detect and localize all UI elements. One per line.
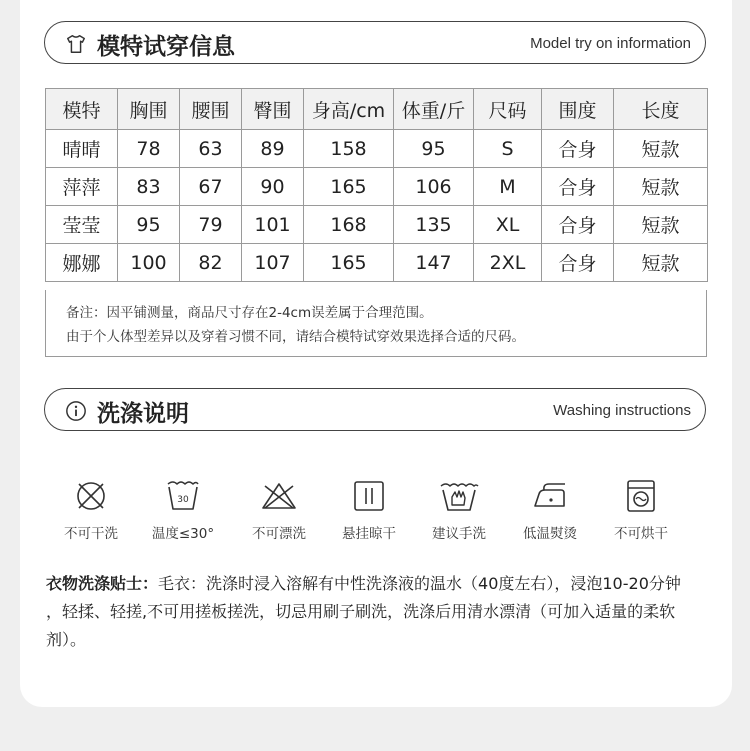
table-cell: 158 [304, 130, 394, 168]
no-bleach-icon [260, 478, 298, 514]
table-cell: 短款 [614, 130, 708, 168]
table-cell: 165 [304, 244, 394, 282]
model-info-header [44, 21, 706, 64]
header-cell: 长度 [614, 89, 708, 130]
info-icon [65, 400, 87, 422]
table-cell: 107 [242, 244, 304, 282]
table-cell: 95 [118, 206, 180, 244]
table-header-row [46, 89, 708, 130]
care-item-low-iron [505, 478, 595, 542]
care-label: 温度≤30° [151, 526, 215, 542]
header-cell: 身高/cm [304, 89, 394, 130]
table-cell: XL [474, 206, 542, 244]
table-cell: 90 [242, 168, 304, 206]
table-cell: 78 [118, 130, 180, 168]
header-cell: 臀围 [242, 89, 304, 130]
tips-line: 剂）。 [46, 630, 87, 649]
tips-line [46, 570, 730, 598]
measurement-note [45, 290, 707, 357]
table-cell: 89 [242, 130, 304, 168]
hang-dry-icon [351, 478, 387, 514]
table-cell: 晴晴 [46, 130, 118, 168]
table-cell: 101 [242, 206, 304, 244]
table-cell: 168 [304, 206, 394, 244]
care-item-wash-30 [138, 478, 228, 542]
table-cell: S [474, 130, 542, 168]
low-iron-icon [531, 478, 569, 514]
table-row [46, 130, 708, 168]
note-line: 由于个人体型差异以及穿着习惯不同，请结合模特试穿效果选择合适的尺码。 [66, 329, 525, 345]
table-cell: 萍萍 [46, 168, 118, 206]
hand-wash-icon [438, 478, 480, 514]
no-dry-clean-icon [73, 478, 109, 514]
care-item-hang-dry [324, 478, 414, 542]
no-tumble-dry-icon [623, 478, 659, 514]
tips-text: 毛衣：洗涤时浸入溶解有中性洗涤液的温水（40度左右），浸泡10-20分钟 [158, 574, 681, 593]
tips-lead: 衣物洗涤贴士： [46, 574, 159, 593]
table-cell: 短款 [614, 206, 708, 244]
header-cell: 胸围 [118, 89, 180, 130]
table-cell: 147 [394, 244, 474, 282]
table-cell: 2XL [474, 244, 542, 282]
header-cell: 尺码 [474, 89, 542, 130]
table-cell: 合身 [542, 244, 614, 282]
wash-30-badge: 30 [177, 495, 189, 505]
model-size-table [45, 88, 708, 282]
care-item-no-bleach [234, 478, 324, 542]
table-cell: 63 [180, 130, 242, 168]
table-cell: 95 [394, 130, 474, 168]
table-cell: 135 [394, 206, 474, 244]
table-cell: 莹莹 [46, 206, 118, 244]
washing-title: 洗涤说明 [97, 401, 189, 427]
table-row [46, 168, 708, 206]
table-cell: 82 [180, 244, 242, 282]
table-cell: 79 [180, 206, 242, 244]
table-cell: 合身 [542, 206, 614, 244]
table-cell: 娜娜 [46, 244, 118, 282]
shirt-icon [65, 33, 87, 55]
washing-tips [46, 570, 730, 654]
header-cell: 腰围 [180, 89, 242, 130]
table-cell: M [474, 168, 542, 206]
care-label: 悬挂晾干 [342, 526, 396, 542]
table-cell: 83 [118, 168, 180, 206]
model-info-title: 模特试穿信息 [97, 34, 235, 60]
washing-header [44, 388, 706, 431]
header-cell: 体重/斤 [394, 89, 474, 130]
tips-line: ，轻揉、轻搓,不可用搓板搓洗，切忌用刷子刷洗，洗涤后用清水漂清（可加入适量的柔软 [46, 602, 676, 621]
table-cell: 短款 [614, 244, 708, 282]
wash-30-icon [165, 478, 201, 514]
care-label: 不可烘干 [614, 526, 668, 542]
table-row [46, 206, 708, 244]
table-cell: 100 [118, 244, 180, 282]
care-label: 低温熨烫 [523, 526, 577, 542]
table-cell: 短款 [614, 168, 708, 206]
table-row [46, 244, 708, 282]
header-cell: 围度 [542, 89, 614, 130]
table-cell: 165 [304, 168, 394, 206]
table-cell: 67 [180, 168, 242, 206]
washing-title-en: Washing instructions [553, 402, 691, 419]
table-cell: 合身 [542, 130, 614, 168]
table-cell: 106 [394, 168, 474, 206]
header-cell: 模特 [46, 89, 118, 130]
care-item-no-dry-clean [46, 478, 136, 542]
table-cell: 合身 [542, 168, 614, 206]
note-line: 备注：因平铺测量，商品尺寸存在2-4cm误差属于合理范围。 [66, 305, 433, 321]
care-item-no-tumble-dry [596, 478, 686, 542]
care-label: 建议手洗 [432, 526, 486, 542]
care-label: 不可干洗 [64, 526, 118, 542]
care-label: 不可漂洗 [252, 526, 306, 542]
model-info-title-en: Model try on information [530, 35, 691, 52]
care-item-hand-wash [414, 478, 504, 542]
